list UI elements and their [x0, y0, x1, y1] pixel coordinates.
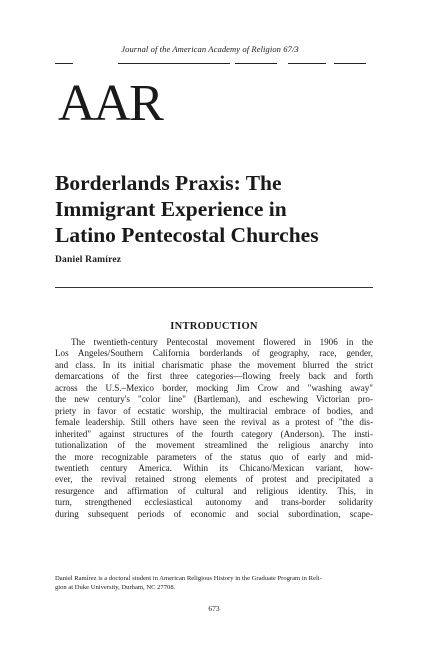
body-line: resurgence and affirmation of cultural and religious identity. This, in	[55, 485, 373, 496]
body-line: female leadership. Still others have seen the revival as a protest of "the dis-	[55, 417, 373, 428]
body-line: The twentieth-century Pentecostal movement flowered in 1906 in the	[71, 337, 373, 347]
header-rule	[288, 63, 326, 64]
header-rule	[55, 63, 73, 64]
body-line: inherited" against structures of the fourth category (Anderson). The insti-	[55, 428, 373, 439]
title-divider	[55, 287, 373, 288]
header-rule	[235, 63, 277, 64]
title-line: Immigrant Experience in	[55, 197, 287, 221]
header-rule	[334, 63, 366, 64]
header-rule	[118, 63, 230, 64]
title-line: Borderlands Praxis: The	[55, 171, 282, 195]
body-line: during subsequent periods of economic and social subordination, scape-	[55, 508, 373, 519]
footnote-line: gion at Duke University, Durham, NC 27708.	[55, 584, 176, 591]
body-line: Los Angeles/Southern California borderlands of geography, race, gender,	[55, 348, 373, 359]
body-line: across the U.S.–Mexico border, mocking Jim Crow and "washing away"	[55, 382, 373, 393]
body-line: turn, strengthened ecclesiastical autonomy and trans-border solidarity	[55, 497, 373, 508]
footnote-line: Daniel Ramírez is a doctoral student in American Religious History in the Graduate Program in Reli-	[55, 575, 322, 582]
article-title	[55, 170, 375, 248]
body-paragraph	[55, 337, 373, 520]
body-line: and class. In its initial charismatic phase the movement blurred the strict	[55, 359, 373, 370]
title-line: Latino Pentecostal Churches	[55, 223, 319, 247]
body-line: demarcations of the first three categories—flowing freely back and forth	[55, 371, 373, 382]
running-head: Journal of the American Academy of Religion 67/3	[121, 44, 299, 54]
author-name: Daniel Ramírez	[55, 255, 122, 265]
section-heading: INTRODUCTION	[170, 321, 258, 332]
body-line: tutionalization of the movement streamlined the religious anarchy into	[55, 440, 373, 451]
aar-logo: AAR	[58, 75, 162, 132]
body-line: the more recognizable parameters of the status quo of early and mid-	[55, 451, 373, 462]
body-line: the new century's "color line" (Bartleman), and eschewing Victorian pro-	[55, 394, 373, 405]
body-line: ever, the revival retained strong elements of protest and precipitated a	[55, 474, 373, 485]
page-number: 673	[208, 604, 220, 613]
author-footnote	[55, 574, 373, 592]
body-line: priety in favor of ecstatic worship, the multiracial embrace of bodies, and	[55, 405, 373, 416]
body-line: twentieth century America. Within its Chicano/Mexican variant, how-	[55, 462, 373, 473]
